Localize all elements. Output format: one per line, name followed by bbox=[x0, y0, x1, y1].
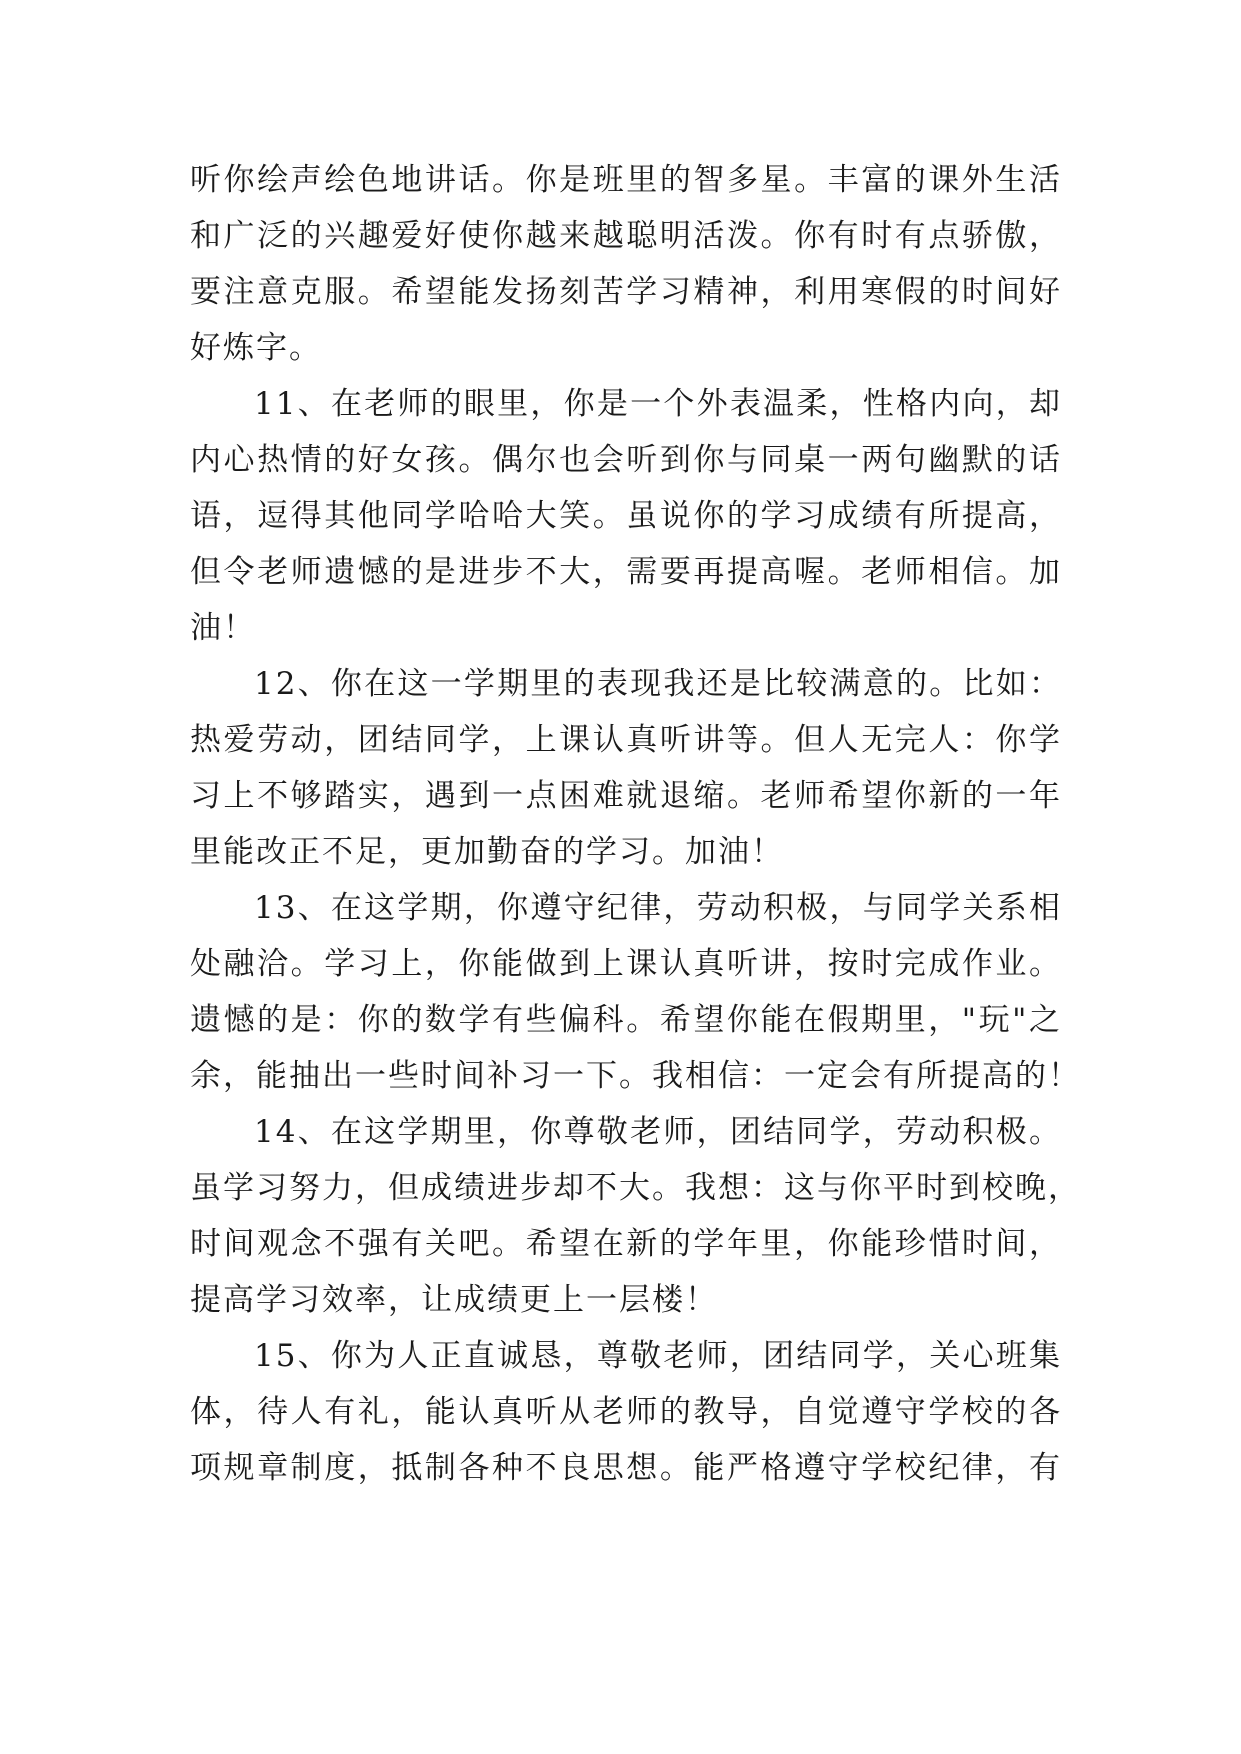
text-line: 和广泛的兴趣爱好使你越来越聪明活泼。你有时有点骄傲， bbox=[190, 218, 1062, 254]
text-line: 项规章制度，抵制各种不良思想。能严格遵守学校纪律，有 bbox=[190, 1450, 1062, 1486]
text-line: 提高学习效率，让成绩更上一层楼！ bbox=[190, 1282, 718, 1318]
text-line: 时间观念不强有关吧。希望在新的学年里，你能珍惜时间， bbox=[190, 1226, 1062, 1262]
text-line: 但令老师遗憾的是进步不大，需要再提高喔。老师相信。加 bbox=[190, 554, 1062, 590]
text-line: 体，待人有礼，能认真听从老师的教导，自觉遵守学校的各 bbox=[190, 1394, 1062, 1430]
text-line: 13、在这学期，你遵守纪律，劳动积极，与同学关系相 bbox=[254, 890, 1062, 926]
text-line: 油！ bbox=[190, 610, 256, 646]
text-line: 热爱劳动，团结同学，上课认真听讲等。但人无完人：你学 bbox=[190, 722, 1062, 758]
paragraph bbox=[190, 152, 1062, 376]
text-line: 好炼字。 bbox=[190, 330, 322, 366]
text-line: 12、你在这一学期里的表现我还是比较满意的。比如： bbox=[254, 666, 1062, 702]
paragraph bbox=[190, 376, 1062, 656]
text-line: 听你绘声绘色地讲话。你是班里的智多星。丰富的课外生活 bbox=[190, 162, 1062, 198]
paragraph bbox=[190, 656, 1062, 880]
text-line: 15、你为人正直诚恳，尊敬老师，团结同学，关心班集 bbox=[254, 1338, 1062, 1374]
text-line: 14、在这学期里，你尊敬老师，团结同学，劳动积极。 bbox=[254, 1114, 1062, 1150]
text-line: 里能改正不足，更加勤奋的学习。加油！ bbox=[190, 834, 784, 870]
text-line: 习上不够踏实，遇到一点困难就退缩。老师希望你新的一年 bbox=[190, 778, 1062, 814]
text-line: 11、在老师的眼里，你是一个外表温柔，性格内向，却 bbox=[254, 386, 1062, 422]
text-line: 内心热情的好女孩。偶尔也会听到你与同桌一两句幽默的话 bbox=[190, 442, 1062, 478]
text-line: 虽学习努力，但成绩进步却不大。我想：这与你平时到校晚， bbox=[190, 1170, 1081, 1206]
paragraph bbox=[190, 880, 1081, 1104]
text-line: 处融洽。学习上，你能做到上课认真听讲，按时完成作业。 bbox=[190, 946, 1062, 982]
text-line: 要注意克服。希望能发扬刻苦学习精神，利用寒假的时间好 bbox=[190, 274, 1062, 310]
text-line: 语，逗得其他同学哈哈大笑。虽说你的学习成绩有所提高， bbox=[190, 498, 1062, 534]
paragraph bbox=[190, 1328, 1062, 1496]
text-line: 遗憾的是：你的数学有些偏科。希望你能在假期里，"玩"之 bbox=[190, 1002, 1062, 1038]
text-line: 余，能抽出一些时间补习一下。我相信：一定会有所提高的！ bbox=[190, 1058, 1081, 1094]
paragraph bbox=[190, 1104, 1081, 1328]
document-body bbox=[190, 152, 1081, 1496]
